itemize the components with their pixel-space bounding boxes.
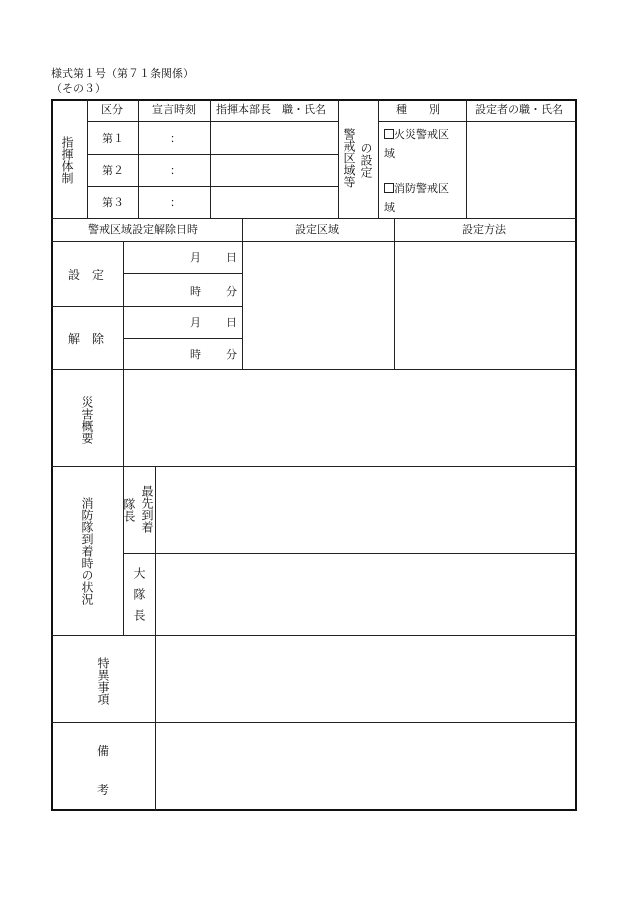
divider — [51, 241, 577, 242]
set-month: 月 — [190, 251, 201, 264]
divider — [123, 369, 124, 466]
divider — [155, 466, 156, 635]
remarks-label-a: 備 — [97, 744, 110, 758]
divider — [378, 121, 466, 122]
special-notes-label: 特異事項 — [96, 657, 110, 705]
set-minute: 分 — [226, 285, 237, 298]
divider — [51, 218, 577, 219]
divider — [338, 99, 339, 218]
division-header: 区分 — [101, 103, 123, 116]
disaster-summary-label: 災害概要 — [80, 396, 94, 444]
divider — [378, 99, 379, 218]
fire-defense-zone-label-cont: 域 — [384, 201, 395, 214]
fire-zone-label: 火災警戒区 — [394, 128, 449, 141]
form-subtitle: （その３） — [51, 82, 106, 95]
release-label: 解 除 — [68, 332, 105, 346]
release-minute: 分 — [226, 348, 237, 361]
divider — [51, 369, 577, 370]
zone-area-header: 設定区域 — [295, 223, 339, 236]
divider — [466, 99, 467, 218]
setter-header: 設定者の職・氏名 — [475, 103, 563, 116]
designation-label-b: の設定 — [359, 142, 373, 178]
fire-zone-label-cont: 域 — [384, 147, 395, 160]
time-colon-3: ： — [170, 196, 181, 209]
chief-header: 指揮本部長 職・氏名 — [216, 103, 326, 116]
divider — [87, 99, 88, 218]
divider — [123, 466, 124, 635]
type-header: 種 別 — [396, 103, 440, 116]
divider — [51, 466, 577, 467]
declare-time-header: 宣言時刻 — [152, 103, 196, 116]
form-title: 様式第１号（第７１条関係） — [51, 67, 194, 80]
battalion-chief-label: 大隊長 — [132, 567, 146, 630]
set-label: 設 定 — [68, 268, 105, 282]
divider — [210, 99, 211, 218]
row-label-3: 第３ — [102, 196, 124, 209]
release-hour: 時 — [190, 348, 201, 361]
first-arrival-label-b: 隊長 — [122, 498, 136, 522]
divider — [138, 99, 139, 218]
row-label-2: 第２ — [102, 164, 124, 177]
divider — [242, 218, 243, 369]
divider — [51, 306, 242, 307]
command-structure-label: 指揮体制 — [60, 136, 74, 184]
designation-label-a: 警戒区域等 — [342, 128, 356, 188]
divider — [51, 722, 577, 723]
divider — [87, 154, 338, 155]
set-hour: 時 — [190, 285, 201, 298]
fire-zone-checkbox[interactable] — [384, 129, 394, 139]
zone-datetime-header: 警戒区域設定解除日時 — [88, 223, 198, 236]
form-table — [51, 99, 577, 811]
release-month: 月 — [190, 316, 201, 329]
divider — [123, 553, 577, 554]
arrival-status-label: 消防隊到着時の状況 — [80, 497, 94, 605]
divider — [87, 186, 338, 187]
time-colon-2: ： — [170, 164, 181, 177]
divider — [155, 635, 156, 811]
fire-defense-zone-checkbox[interactable] — [384, 183, 394, 193]
set-day: 日 — [226, 251, 237, 264]
divider — [466, 121, 577, 122]
row-label-1: 第１ — [102, 132, 124, 145]
zone-method-header: 設定方法 — [462, 223, 506, 236]
first-arrival-label-a: 最先到着 — [140, 485, 154, 533]
time-colon-1: ： — [170, 132, 181, 145]
remarks-label-b: 考 — [97, 783, 110, 797]
release-day: 日 — [226, 316, 237, 329]
divider — [123, 338, 242, 339]
divider — [123, 273, 242, 274]
fire-defense-zone-label: 消防警戒区 — [394, 182, 449, 195]
divider — [394, 218, 395, 369]
divider — [87, 121, 338, 122]
divider — [51, 635, 577, 636]
divider — [123, 241, 124, 369]
